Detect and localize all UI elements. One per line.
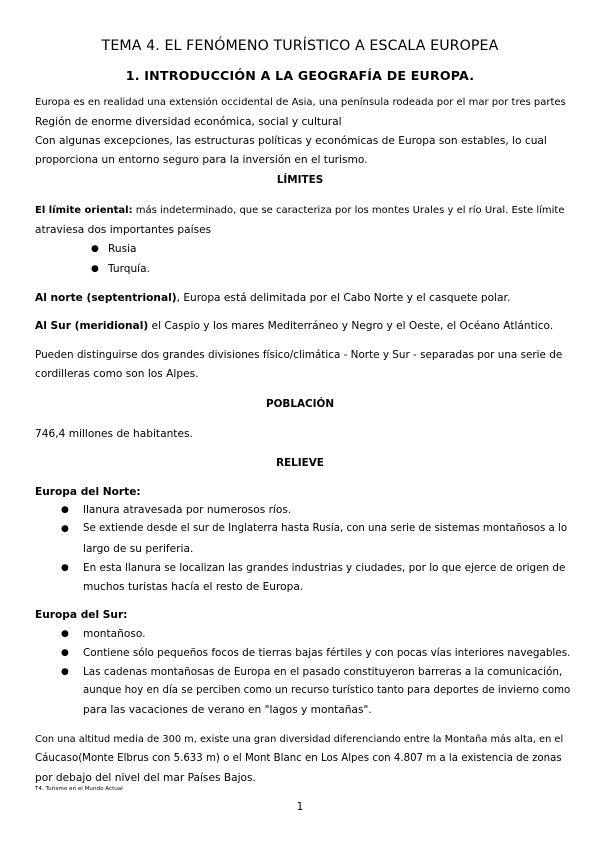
- list-item: Contiene sólo pequeños focos de tierras bajas fértiles y con pocas vías interiores navegables.: [83, 647, 571, 659]
- document-title: TEMA 4. EL FENÓMENO TURÍSTICO A ESCALA EUROPEA: [101, 38, 499, 54]
- bullet-icon: ●: [61, 563, 69, 573]
- limite-oriental-text: más indeterminado, que se caracteriza por los montes Urales y el río Ural. Este límite: [132, 205, 565, 216]
- limite-norte-label: Al norte (septentrional): [35, 292, 177, 304]
- bullet-icon: ●: [91, 264, 99, 274]
- poblacion-heading: POBLACIÓN: [265, 398, 335, 410]
- list-item-continued: para las vacaciones de verano en "lagos y montañas".: [83, 704, 372, 716]
- intro-line: Europa es en realidad una extensión occidental de Asia, una península rodeada por el mar por tres partes: [35, 97, 566, 108]
- country-item: Turquía.: [108, 263, 150, 275]
- section-title: 1. INTRODUCCIÓN A LA GEOGRAFÍA DE EUROPA.: [125, 68, 475, 83]
- limite-sur-label: Al Sur (meridional): [35, 320, 149, 332]
- intro-line: Con algunas excepciones, las estructuras políticas y económicas de Europa son estables, lo cual: [35, 135, 547, 147]
- bullet-icon: ●: [61, 629, 69, 639]
- intro-line: proporciona un entorno seguro para la inversión en el turismo.: [35, 154, 368, 166]
- list-item: llanura atravesada por numerosos ríos.: [83, 504, 292, 516]
- limite-oriental-paragraph: [35, 205, 564, 216]
- relieve-heading: RELIEVE: [276, 457, 324, 469]
- bullet-icon: ●: [61, 667, 69, 677]
- altitud-line: por debajo del nivel del mar Países Bajos.: [35, 772, 256, 784]
- list-item: montañoso.: [83, 628, 146, 640]
- bullet-icon: ●: [61, 505, 69, 515]
- bullet-icon: ●: [61, 648, 69, 658]
- limite-norte-text: , Europa está delimitada por el Cabo Norte y el casquete polar.: [176, 292, 511, 304]
- page-number: 1: [296, 801, 304, 813]
- limite-sur-paragraph: [35, 320, 553, 332]
- footer-note: T4. Turismo en el Mundo Actual: [35, 786, 123, 792]
- list-item: Se extiende desde el sur de Inglaterra hasta Rusia, con una serie de sistemas montañosos a lo: [83, 523, 568, 534]
- europa-norte-heading: Europa del Norte:: [35, 486, 141, 498]
- bullet-icon: ●: [61, 524, 69, 534]
- list-item-continued: largo de su periferia.: [83, 543, 194, 555]
- intro-line: Región de enorme diversidad económica, social y cultural: [35, 116, 342, 128]
- limite-oriental-text-2: atraviesa dos importantes países: [35, 224, 212, 236]
- country-item: Rusia: [108, 243, 137, 255]
- limite-sur-text: el Caspio y los mares Mediterráneo y Negro y el Oeste, el Océano Atlántico.: [148, 320, 554, 332]
- divisiones-line: cordilleras como son los Alpes.: [35, 368, 199, 380]
- poblacion-text: 746,4 millones de habitantes.: [35, 428, 193, 440]
- europa-sur-heading: Europa del Sur:: [35, 609, 128, 621]
- list-item: En esta llanura se localizan las grandes industrias y ciudades, por lo que ejerce de origen de: [83, 562, 566, 574]
- bullet-icon: ●: [91, 244, 99, 254]
- limite-norte-paragraph: [35, 292, 510, 304]
- limites-heading: LÍMITES: [276, 174, 324, 186]
- list-item: Las cadenas montañosas de Europa en el pasado constituyeron barreras a la comunicación,: [83, 666, 563, 678]
- list-item-continued: muchos turistas hacía el resto de Europa.: [83, 581, 304, 593]
- list-item-continued: aunque hoy en día se perciben como un recurso turístico tanto para deportes de invierno como: [83, 685, 571, 696]
- divisiones-line: Pueden distinguirse dos grandes divisiones físico/climática - Norte y Sur - separadas por una serie de: [35, 349, 563, 361]
- limite-oriental-label: El límite oriental:: [35, 205, 133, 216]
- altitud-line: Con una altitud media de 300 m, existe una gran diversidad diferenciando entre la Montaña más alta, en el: [35, 734, 564, 745]
- altitud-line: Cáucaso(Monte Elbrus con 5.633 m) o el Mont Blanc en Los Alpes con 4.807 m a la existencia de zonas: [35, 753, 562, 764]
